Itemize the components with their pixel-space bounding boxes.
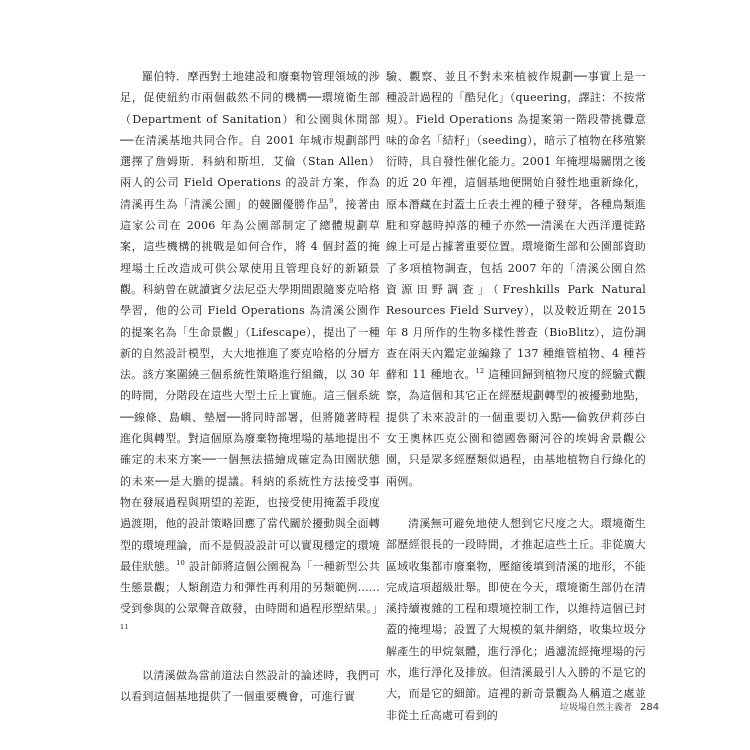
footnote-ref[interactable]: 10: [176, 558, 185, 567]
page-number: 284: [640, 702, 660, 713]
paragraph: 以清溪做為當前道法自然設計的論述時，我們可以看到這個基地提供了一個重要機會，可進行實: [120, 669, 380, 704]
paragraph-text: 羅伯特．摩西對土地建設和廢棄物管理領域的涉足，促使紐約市兩個截然不同的機構──環境衛生部（Department of Sanitation）和公園與休閒部──在清溪基地共同合作。自 2001 年城市規劃部門選擇了詹姆斯．科納和斯坦．艾倫（Stan Allen）兩人的公司 Field Operations 的設計方案，作為清溪再生為「清溪公園」的競圖優勝作品: [120, 70, 380, 211]
running-title: 垃圾場自然主義者: [560, 703, 633, 713]
paragraph: [120, 66, 384, 641]
paragraph-text: 這種回歸到植物尺度的經驗式觀察，為這個和其它正在經歷規劃轉型的被擾動地點，提供了未來設計的一個重要切入點──倫敦伊莉莎白女王奧林匹克公園和德國魯爾河谷的埃姆舍景觀公園，只是眾多經歷類似過程，由基地植物自行綠化的兩例。: [386, 368, 646, 488]
paragraph-text: 設計師將這個公園視為「一種新型公共生態景觀；人類創造力和彈性再利用的另類範例……受到參與的公眾聲音啟發，由時間和過程形塑結果。」: [120, 559, 384, 616]
right-column: [386, 66, 646, 726]
paragraph-text: ，接著由這家公司在 2006 年為公園部制定了總體規劃草案，這些機構的挑戰是如何合作，將 4 個封蓋的掩埋場土丘改造成可供公眾使用且管理良好的新穎景觀。科納曾在就讀賓夕法尼亞大學期間跟隨麥克哈格學習，他的公司 Field Operations 為清溪公園作的提案名為「生命景觀」（Lifescape），提出了一種新的自然設計模型，大大地推進了麥克哈格的分層方法。該方案圍繞三個系統性策略進行組織，以 30 年的時間，分階段在這些大型土丘上實施。這三個系統──線條、島嶼、墊層──將同時部署，但將隨著時程進化與轉型。對這個原為廢棄物掩埋場的基地提出不確定的未來方案──一個無法描繪成確定為田園狀態的未來──是大膽的提議。科納的系統性方法接受事物在發展過程與期望的差距，也接受使用掩蓋手段度過渡期，他的設計策略回應了當代關於擾動與全面轉型的環境理論，而不是假設設計可以實現穩定的環境最佳狀態。: [120, 197, 380, 573]
page-footer: [560, 700, 659, 713]
paragraph: [386, 66, 646, 492]
footnote-ref[interactable]: 11: [120, 622, 129, 631]
footnote-ref[interactable]: 12: [475, 367, 485, 376]
paragraph-text: 驗、觀察、並且不對未來植被作規劃──事實上是一種設計過程的「酷兒化」（queering，譯註：不按常規）。Field Operations 為提案第一階段帶挑釁意味的命名「結籽」（seeding），暗示了植物在移殖繁衍時，具自發性催化能力。2001 年掩埋場關閉之後的近 20 年裡，這個基地便開始自發性地重新綠化，原本潛藏在封蓋土丘表土裡的種子發芽，各種鳥類進駐和穿越時掉落的種子亦然──清溪在大西洋遷徙路線上可是占據著重要位置。環境衛生部和公園部資助了多項植物調查，包括 2007 年的「清溪公園自然資源田野調查」（Freshkills Park Natural Resources Field Survey），以及較近期在 2015 年 8 月所作的生物多樣性普查（BioBlitz），這份調查在兩天內鑑定並編錄了 137 種維管植物、4 種苔蘚和 11 種地衣。: [386, 70, 646, 382]
paragraph: 清溪無可避免地使人想到它尺度之大。環境衛生部歷經很長的一段時間，才推起這些土丘。非從廣大區域收集都市廢棄物，壓縮後填到清溪的地形，不能完成這項超級壯舉。即使在今天，環境衛生部仍在清溪持續複雜的工程和環境控制工作，以維持這個已封蓋的掩埋場；設置了大規模的氣井網絡，收集垃圾分解產生的甲烷氣體，進行淨化；過濾流經掩埋場的污水，進行淨化及排放。但清溪最引人入勝的不是它的大，而是它的細節。這裡的新奇景觀為人稱道之處並非從土丘高處可看到的: [386, 516, 646, 722]
footnote-ref[interactable]: 9: [329, 196, 334, 205]
left-column: [120, 66, 384, 708]
